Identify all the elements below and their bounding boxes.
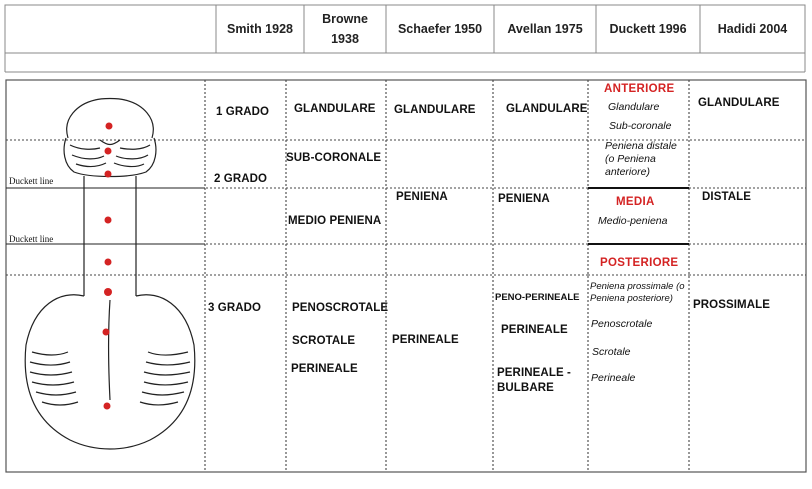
schaefer-perineale: PERINEALE [392,334,459,346]
avellan-perineale-bulbare-line1: PERINEALE - [497,367,571,379]
browne-glandulare: GLANDULARE [294,103,376,115]
hadidi-prossimale: PROSSIMALE [693,299,771,311]
duckett-perineale: Perineale [591,372,636,384]
duckett-glandulare: Glandulare [608,101,660,113]
duckett-media: MEDIA [616,196,655,208]
avellan-perineale-bulbare-line2: BULBARE [497,382,554,394]
duckett-anteriore: ANTERIORE [604,83,675,95]
hadidi-glandulare: GLANDULARE [698,97,780,109]
duckett-scrotale: Scrotale [592,346,631,358]
smith-grade-2: 2 GRADO [214,173,268,185]
avellan-peno-perineale: PENO-PERINEALE [495,292,580,303]
header-schaefer: Schaefer 1950 [397,22,483,36]
schaefer-peniena: PENIENA [396,191,448,203]
schaefer-glandulare: GLANDULARE [394,104,476,116]
browne-penoscrotale: PENOSCROTALE [292,302,389,314]
browne-medio-peniena: MEDIO PENIENA [288,215,382,227]
browne-subcoronale: SUB-CORONALE [286,152,382,164]
duckett-line-label: Duckett line [9,234,54,244]
browne-perineale: PERINEALE [291,363,358,375]
duckett-medio-peniena: Medio-peniena [598,215,668,227]
avellan-glandulare: GLANDULARE [506,103,588,115]
header-browne: Browne 1938 [322,12,368,46]
smith-grade-1: 1 GRADO [216,106,270,118]
smith-grade-3: 3 GRADO [208,302,262,314]
duckett-peniena-prossimale: Peniena prossimale (o Peniena posteriore) [590,281,685,304]
duckett-penoscrotale: Penoscrotale [591,318,653,330]
duckett-peniena-distale: Peniena distale (o Peniena anteriore) [605,140,677,178]
duckett-posteriore: POSTERIORE [600,257,679,269]
header-hadidi: Hadidi 2004 [717,22,788,36]
header-avellan: Avellan 1975 [507,22,583,36]
browne-scrotale: SCROTALE [292,335,356,347]
urethral-meatus-dots [103,123,113,410]
hadidi-distale: DISTALE [702,191,752,203]
duckett-line-label: Duckett line [9,176,54,186]
duckett-subcoronale: Sub-coronale [609,120,672,132]
avellan-peniena: PENIENA [498,193,550,205]
header-duckett: Duckett 1996 [609,22,687,36]
header-smith: Smith 1928 [226,22,293,36]
avellan-perineale: PERINEALE [501,324,568,336]
